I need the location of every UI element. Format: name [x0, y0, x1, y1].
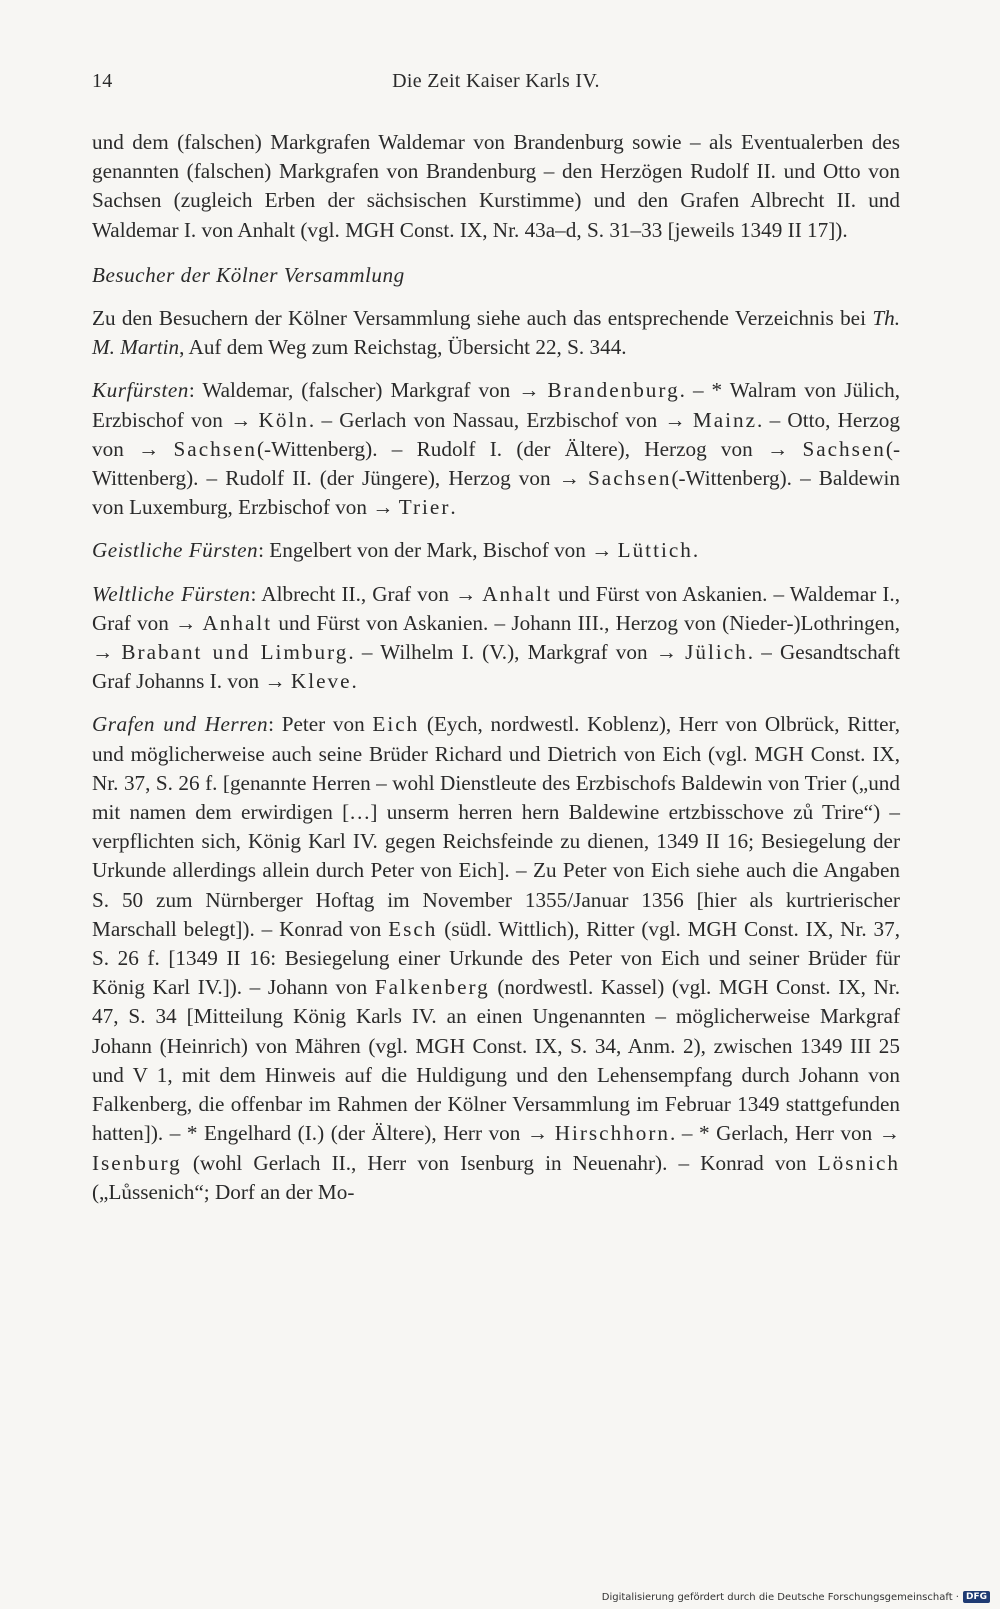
text-run: und Fürst von Askanien. – Waldemar I., Graf von → — [92, 581, 900, 635]
footer-credit: Digitalisierung gefördert durch die Deutsche Forschungsgemeinschaft · — [601, 1591, 959, 1603]
text-run: (-Wittenberg). – Rudolf I. (der Ältere), Herzog von → — [256, 436, 803, 461]
paragraph-intro — [92, 304, 900, 362]
text-run: . — [692, 538, 699, 563]
category-label: Kurfürsten — [92, 378, 189, 403]
text-run: (nordwestl. Kassel) (vgl. MGH Const. IX, Nr. 47, S. 34 [Mitteilung König Karls IV. an einen Ungenannten – möglicherweise Markgraf Johann (Heinrich) von Mähren (vgl. MGH Const. IX, S. 34, Anm. 2), zwischen 1349 III 25 und V 1, mit dem Hinweis auf die Huldigung und den Lehensempfang durch Johann von Falkenberg, die offenbar im Rahmen der Kölner Versammlung im Februar 1349 stattgefunden hatten]). – * Engelhard (I.) (der Ältere), Herr von → — [92, 975, 900, 1146]
text-run: (-Wittenberg). – Rudolf II. (der Jüngere), Herzog von → — [92, 436, 901, 491]
running-title: Die Zeit Kaiser Karls IV. — [392, 70, 600, 92]
text-run: (wohl Gerlach II., Herr von Isenburg in Neuenahr). – Konrad von — [181, 1150, 818, 1175]
category-label: Weltliche Fürsten — [92, 581, 251, 606]
text-run: . – Otto, Herzog von → — [92, 407, 900, 461]
text-run: . – Wilhelm I. (V.), Markgraf von → — [348, 640, 686, 665]
category-label: Grafen und Herren — [92, 712, 269, 737]
dfg-logo: DFG — [963, 1591, 990, 1603]
text-run: . – * Walram von Jülich, Erzbischof von → — [92, 378, 900, 432]
digitization-footer — [602, 1591, 990, 1603]
place-name: Brandenburg — [547, 378, 680, 403]
place-name: Sachsen — [802, 436, 886, 461]
section-heading: Besucher der Kölner Versammlung — [92, 262, 405, 287]
place-name: Sachsen — [173, 436, 257, 461]
text-run: (südl. Wittlich), Ritter (vgl. MGH Const. IX, Nr. 37, S. 26 f. [1349 II 16: Besiegelung einer Urkunde des Peter von Eich und seiner Brüder für König Karl IV.]). – Johann von — [92, 916, 900, 1000]
paragraph-kurfuersten — [92, 376, 900, 522]
text-run: : Peter von — [268, 712, 373, 737]
text-run: (-Wittenberg). – Baldewin von Luxemburg, Erzbischof von → — [92, 466, 900, 520]
place-name: Hirschhorn — [554, 1121, 671, 1146]
page-number: 14 — [92, 70, 113, 92]
family-name: Lösnich — [817, 1150, 900, 1175]
text-run: (Eych, nordwestl. Koblenz), Herr von Olbrück, Ritter, und möglicherweise auch seine Brüder Richard und Dietrich von Eich (vgl. MGH Const. IX, Nr. 37, S. 26 f. [genannte Herren – wohl Dienstleute des Erzbischofs Baldewin von Trier („und mit namen dem erwirdigen […] unserm herren hern Baldewine ertzbisschove zů Trire“) – verpflichten sich, König Karl IV. gegen Reichsfeinde zu dienen, 1349 II 16; Besiegelung der Urkunde allerdings allein durch Peter von Eich]. – Zu Peter von Eich siehe auch die Angaben S. 50 zum Nürnberger Hoftag im November 1355/Januar 1356 [hier als kurtrierischer Marschall belegt]). – Konrad von — [92, 712, 900, 941]
text-run: und Fürst von Askanien. – Johann III., Herzog von (Nieder-)Lothringen, → — [92, 610, 900, 665]
text-run: . — [450, 495, 456, 520]
place-name: Mainz — [692, 407, 758, 432]
family-name: Falkenberg — [374, 975, 490, 1000]
text-run: („Lůssenich“; Dorf an der Mo- — [92, 1179, 355, 1204]
place-name: Anhalt — [482, 581, 552, 606]
text-run: : Engelbert von der Mark, Bischof von → — [258, 538, 618, 563]
place-name: Jülich — [685, 640, 748, 665]
place-name: Brabant und Limburg — [121, 640, 349, 665]
text-run: : Waldemar, (falscher) Markgraf von → — [188, 378, 548, 403]
author-name: Th. M. Martin — [92, 306, 900, 360]
text-run: . – Gerlach von Nassau, Erzbischof von → — [308, 407, 693, 432]
text-run: : Albrecht II., Graf von → — [250, 581, 483, 606]
paragraph-continuation: und dem (falschen) Markgrafen Waldemar von Brandenburg sowie – als Eventualerben des genannten (falschen) Markgrafen von Brandenburg – den Herzögen Rudolf II. und Otto von Sachsen (zugleich Erben der sächsischen Kurstimme) und den Grafen Albrecht II. und Waldemar I. von Anhalt (vgl. MGH Const. IX, Nr. 43a–d, S. 31–33 [jeweils 1349 II 17]). — [92, 130, 900, 242]
text-run: . — [351, 669, 357, 694]
text-run: . – * Gerlach, Herr von → — [670, 1121, 900, 1146]
text-run: . – Gesandtschaft Graf Johanns I. von → — [92, 640, 901, 694]
paragraph-grafen-und-herren — [92, 710, 900, 1206]
place-name: Trier — [398, 495, 451, 520]
place-name: Lüttich — [617, 538, 693, 563]
text-run: , Auf dem Weg zum Reichstag, Übersicht 22, S. 344. — [179, 335, 627, 360]
page-header — [92, 70, 900, 102]
place-name: Isenburg — [92, 1150, 182, 1175]
paragraph-geistliche-fuersten — [92, 536, 900, 565]
family-name: Eich — [372, 712, 420, 737]
place-name: Kleve — [290, 669, 352, 694]
page-body — [92, 128, 900, 1207]
book-page — [92, 70, 900, 1221]
place-name: Köln — [258, 407, 309, 432]
place-name: Anhalt — [202, 610, 273, 635]
place-name: Sachsen — [588, 466, 672, 491]
paragraph-weltliche-fuersten — [92, 580, 900, 697]
text-run: Zu den Besuchern der Kölner Versammlung siehe auch das entsprechende Verzeichnis bei — [92, 306, 873, 331]
category-label: Geistliche Fürsten — [92, 538, 259, 563]
family-name: Esch — [388, 916, 438, 941]
